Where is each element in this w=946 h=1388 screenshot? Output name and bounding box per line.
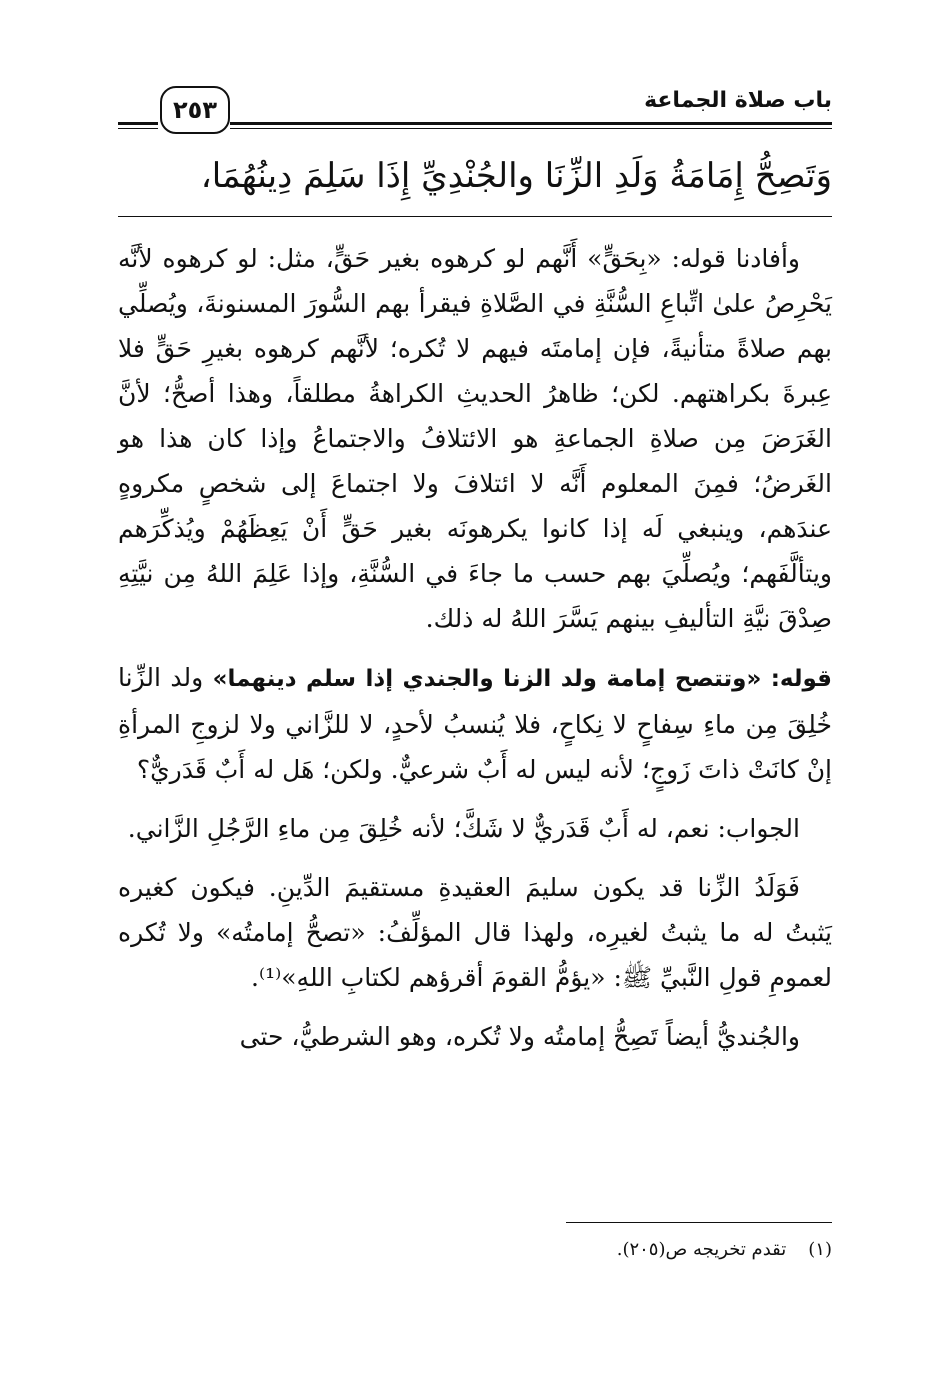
paragraph-walad: فَوَلَدُ الزِّنا قد يكون سليمَ العقيدةِ مستقيمَ الدِّينِ. فيكون كغيره يَثبتُ له ما يثبتُ لغيرِه، ولهذا قال المؤلِّفُ: «تصحُّ إمامتُه» ولا تُكره لعمومِ قولِ النَّبيِّ ﷺ: «يؤمُّ القومَ أقرؤهم لكتابِ اللهِ»⁽¹⁾. bbox=[118, 873, 832, 992]
paragraph-answer: الجواب: نعم، له أَبٌ قَدَريٌّ لا شَكَّ؛ لأنه خُلِقَ مِن ماءِ الرَّجُلِ الزَّاني. bbox=[127, 814, 800, 843]
matn-divider bbox=[118, 216, 832, 217]
qawluhu-quote: «وتتصح إمامة ولد الزنا والجندي إذا سلم دينهما» bbox=[212, 666, 762, 692]
header-rule-left bbox=[118, 122, 158, 125]
footnote-number: (١) bbox=[808, 1239, 832, 1260]
footnote bbox=[118, 1236, 832, 1264]
header-rule-thin bbox=[230, 128, 832, 129]
commentary-body bbox=[118, 236, 832, 1059]
footnote-divider bbox=[566, 1222, 832, 1223]
qawluhu-label: قوله: bbox=[770, 666, 832, 692]
matn-text: وَتَصِحُّ إِمَامَةُ وَلَدِ الزِّنَا والجُنْدِيِّ إِذَا سَلِمَ دِينُهُمَا، bbox=[200, 156, 832, 196]
chapter-title: باب صلاة الجماعة bbox=[644, 88, 832, 113]
page-number: ٢٥٣ bbox=[160, 86, 230, 134]
header-rule-left-thin bbox=[118, 128, 158, 129]
paragraph-jundi: والجُنديُّ أيضاً تَصِحُّ إمامتُه ولا تُكره، وهو الشرطيُّ، حتى bbox=[239, 1022, 800, 1051]
footnote-text: تقدم تخريجه ص(٢٠٥). bbox=[616, 1239, 787, 1260]
running-header bbox=[118, 82, 832, 140]
paragraph-bihaqq: وأفادنا قوله: «بِحَقٍّ» أَنَّهم لو كرهوه بغير حَقٍّ، مثل: لو كرهوه لأنَّه يَحْرِصُ علىٰ اتِّباعِ السُّنَّةِ في الصَّلاةِ فيقرأ بهم السُّورَ المسنونةَ، ويُصلِّي بهم صلاةً متأنيةً، فإن إمامتَه فيهم لا تُكره؛ لأنَّهم كرهوه بغيرِ حَقٍّ فلا عِبرةَ بكراهتهم. لكن؛ ظاهرُ الحديثِ الكراهةُ مطلقاً، وهذا أصحُّ؛ لأنَّ الغَرَضَ مِن صلاةِ الجماعةِ هو الائتلافُ والاجتماعُ وإذا كان هذا هو الغَرضُ؛ فمِنَ المعلوم أَنَّه لا ائتلافَ ولا اجتماعَ إلى شخصٍ مكروهٍ عندَهم، وينبغي لَه إذا كانوا يكرهونَه بغير حَقٍّ أَنْ يَعِظَهُمْ ويُذكِّرَهم ويتألَّفَهم؛ ويُصلِّيَ بهم حسب ما جاءَ في السُّنَّةِ، وإذا عَلِمَ اللهُ مِن نيَّتِهِ صِدْقَ نيَّةِ التأليفِ بينهم يَسَّرَ اللهُ له ذلك. bbox=[118, 244, 832, 633]
qawluhu-commentary: ولد الزِّنا خُلِقَ مِن ماءِ سِفاحٍ لا نِكاحٍ، فلا يُنسبُ لأحدٍ، لا للزَّاني ولا لزوجِ المرأةِ إنْ كانَتْ ذاتَ زَوجٍ؛ لأنه ليس له أَبٌ شرعيٌّ. ولكن؛ هَل له أَبٌ قَدَريٌّ؟ bbox=[118, 663, 832, 784]
paragraph-qawluhu bbox=[118, 655, 832, 792]
header-rule bbox=[230, 122, 832, 125]
